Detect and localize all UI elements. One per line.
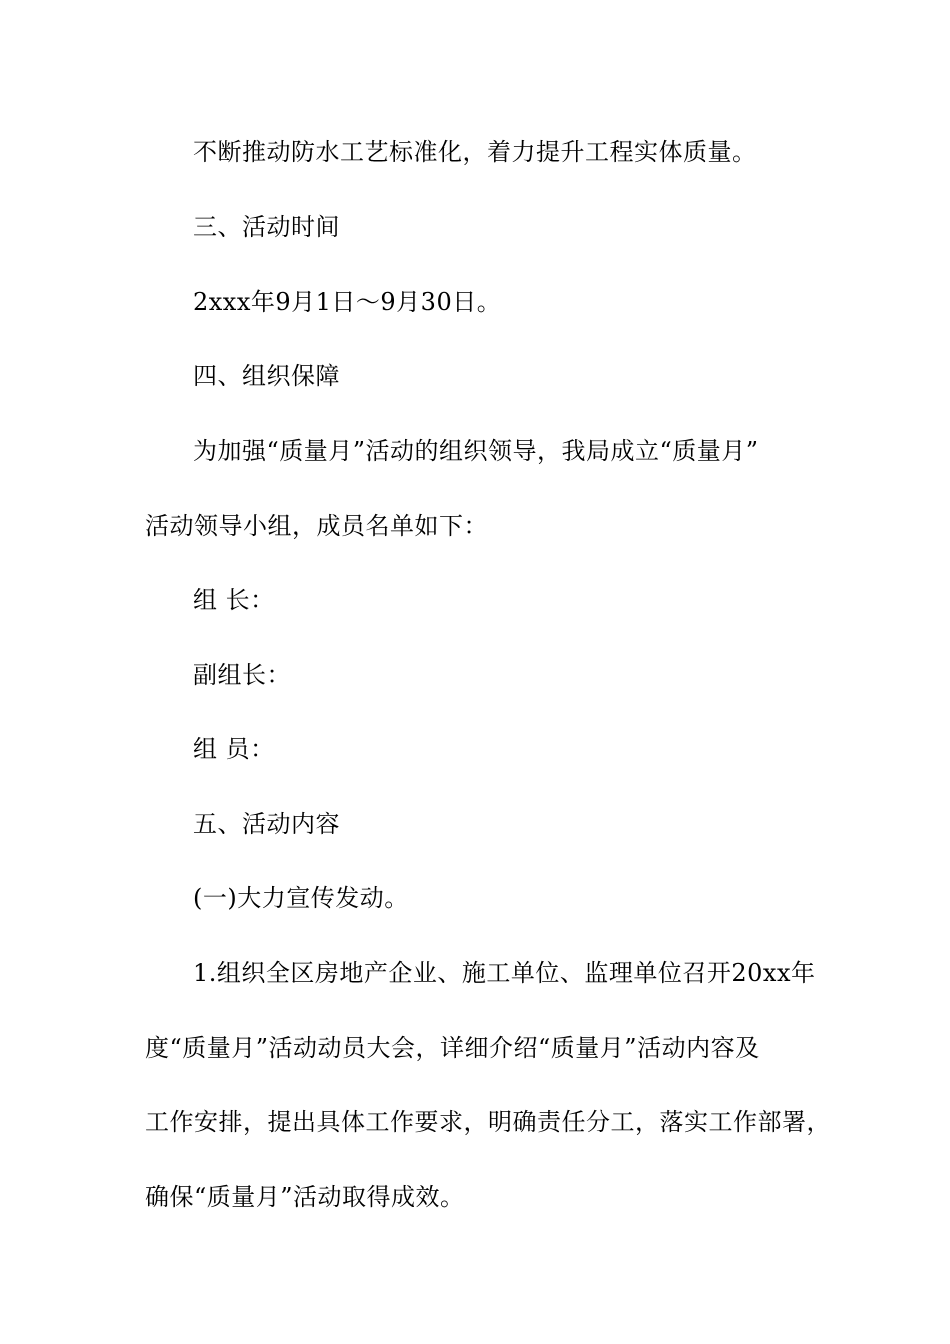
section-heading-activity-content: 五、活动内容 — [193, 810, 340, 838]
group-leader-label: 组 长： — [193, 586, 275, 614]
list-item-1-line-1: 1.组织全区房地产企业、施工单位、监理单位召开20xx年 — [193, 959, 816, 987]
section-heading-activity-time: 三、活动时间 — [193, 213, 340, 241]
list-item-1-line-3: 工作安排，提出具体工作要求，明确责任分工，落实工作部署， — [145, 1108, 831, 1136]
list-item-1-line-4: 确保“质量月”活动取得成效。 — [145, 1183, 465, 1211]
paragraph-line-organization-cont: 活动领导小组，成员名单如下： — [145, 512, 488, 540]
group-member-label: 组 员： — [193, 735, 275, 763]
paragraph-line-1: 不断推动防水工艺标准化，着力提升工程实体质量。 — [193, 138, 757, 166]
deputy-leader-label: 副组长： — [193, 661, 291, 689]
activity-date-range: 2xxx年9月1日～9月30日。 — [193, 288, 502, 316]
list-item-1-line-2: 度“质量月”活动动员大会，详细介绍“质量月”活动内容及 — [145, 1034, 760, 1062]
subsection-heading-publicity: (一)大力宣传发动。 — [193, 884, 409, 912]
section-heading-organization: 四、组织保障 — [193, 362, 340, 390]
paragraph-line-organization: 为加强“质量月”活动的组织领导，我局成立“质量月” — [193, 437, 759, 465]
